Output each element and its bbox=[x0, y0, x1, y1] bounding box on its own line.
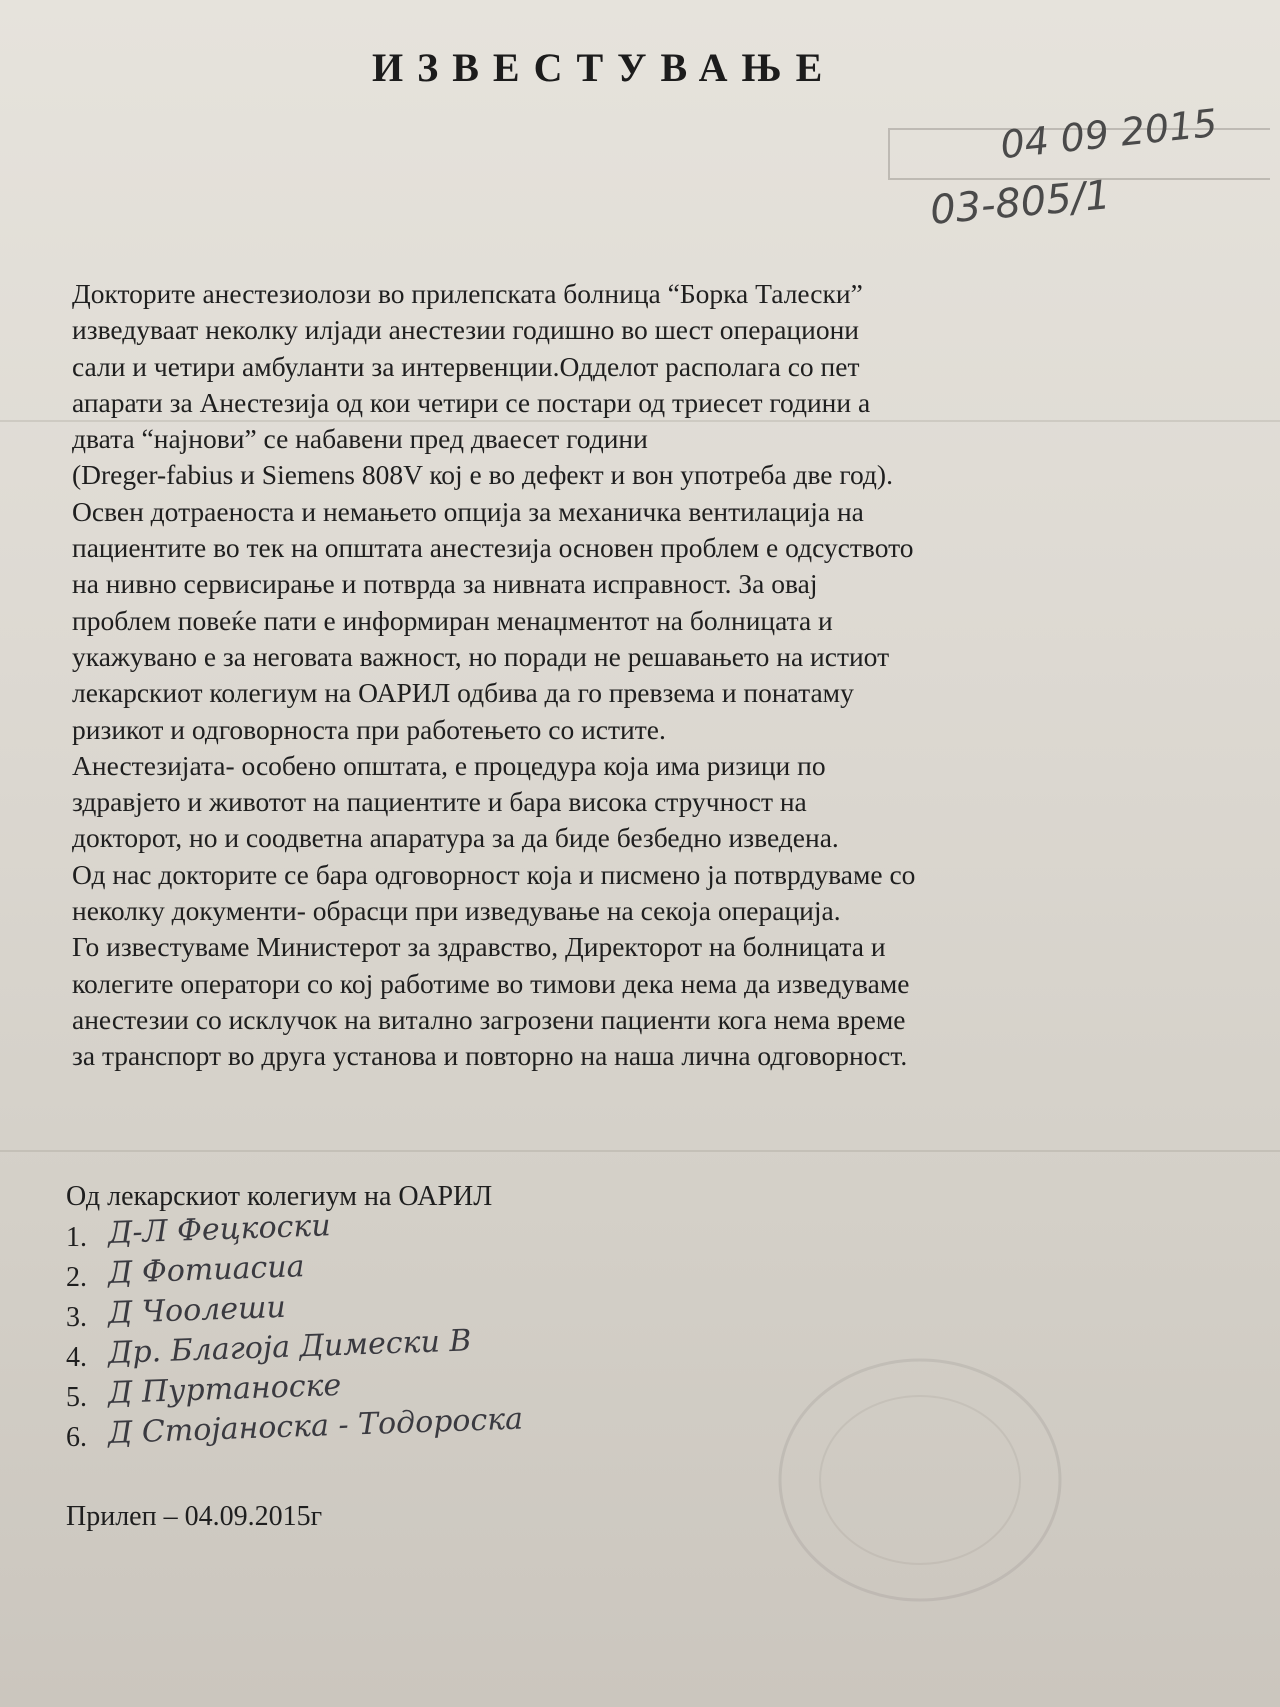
body-line: здравјето и животот на пациентите и бара висока стручност на bbox=[72, 786, 807, 818]
handwritten-signature: Д Фотиасиа bbox=[107, 1249, 306, 1291]
stamp-number-handwritten: 03-805/1 bbox=[928, 172, 1113, 234]
body-line: (Dreger-fabius и Siemens 808V кој е во дефект и вон употреба две год). bbox=[72, 459, 893, 491]
body-line: анестезии со исклучок на витално загрозени пациенти кога нема време bbox=[72, 1003, 906, 1035]
place-and-date: Прилеп – 04.09.2015г bbox=[66, 1501, 323, 1532]
body-line: лекарскиот колегиум на ОАРИЛ одбива да го превзема и понатаму bbox=[72, 677, 854, 709]
paper-fold bbox=[0, 1150, 1280, 1152]
body-line: за транспорт во друга установа и повторно на наша лична одговорност. bbox=[72, 1040, 908, 1072]
signature-number: 6. bbox=[66, 1422, 87, 1453]
body-line: Докторите анестезиолози во прилепската болница “Борка Талески” bbox=[72, 278, 863, 309]
signature-number: 4. bbox=[66, 1342, 87, 1373]
body-line: колегите оператори со кој работиме во тимови дека нема да изведуваме bbox=[72, 967, 910, 999]
handwritten-signature: Др. Благоја Димески В bbox=[107, 1323, 472, 1371]
body-line: изведуваат неколку илјади анестезии годишно во шест операциони bbox=[72, 314, 860, 346]
handwritten-signature: Д-Л Фецкоски bbox=[107, 1208, 332, 1251]
body-line: докторот, но и соодветна апаратура за да биде безбедно изведена. bbox=[72, 822, 839, 854]
body-line: двата “најнови” се набавени пред дваесет години bbox=[72, 423, 648, 455]
signature-number: 2. bbox=[66, 1262, 87, 1293]
body-line: проблем повеќе пати е информиран менаџментот на болницата и bbox=[72, 604, 833, 636]
body-line: Од нас докторите се бара одговорност која и писмено ја потврдуваме со bbox=[72, 858, 916, 890]
stamp-date-handwritten: 04 09 2015 bbox=[998, 100, 1220, 168]
body-line: неколку документи- обрасци при изведување на секоја операција. bbox=[72, 895, 841, 927]
signature-number: 1. bbox=[66, 1222, 87, 1253]
handwritten-signature: Д Чоолеши bbox=[107, 1289, 287, 1331]
body-line: пациентите во тек на општата анестезија основен проблем е одсуството bbox=[72, 532, 914, 564]
body-line: Го известуваме Министерот за здравство, Директорот на болницата и bbox=[72, 931, 886, 963]
signature-heading: Од лекарскиот колегиум на ОАРИЛ bbox=[66, 1181, 493, 1212]
faint-seal-icon bbox=[760, 1330, 1080, 1630]
document-title: ИЗВЕСТУВАЊЕ bbox=[372, 45, 837, 90]
body-line: Освен дотраеноста и немањето опција за механичка вентилација на bbox=[72, 495, 864, 527]
signature-number: 3. bbox=[66, 1302, 87, 1333]
body-line: сали и четири амбуланти за интервенции.Одделот располага со пет bbox=[72, 350, 860, 382]
body-line: укажувано е за неговата важност, но поради не решавањето на истиот bbox=[72, 640, 890, 672]
signature-number: 5. bbox=[66, 1382, 87, 1413]
body-line: ризикот и одговорноста при работењето со истите. bbox=[72, 713, 666, 745]
body-paragraph bbox=[72, 276, 1152, 1075]
body-line: апарати за Анестезија од кои четири се постари од триесет години а bbox=[72, 386, 871, 418]
body-line: Анестезијата- особено општата, е процедура која има ризици по bbox=[72, 749, 826, 781]
handwritten-signature: Д Стојаноска - Тодороска bbox=[107, 1401, 524, 1451]
signature-row bbox=[66, 1401, 666, 1460]
body-line: на нивно сервисирање и потврда за нивната исправност. За овај bbox=[72, 568, 818, 600]
handwritten-signature: Д Пуртаноске bbox=[107, 1367, 342, 1411]
